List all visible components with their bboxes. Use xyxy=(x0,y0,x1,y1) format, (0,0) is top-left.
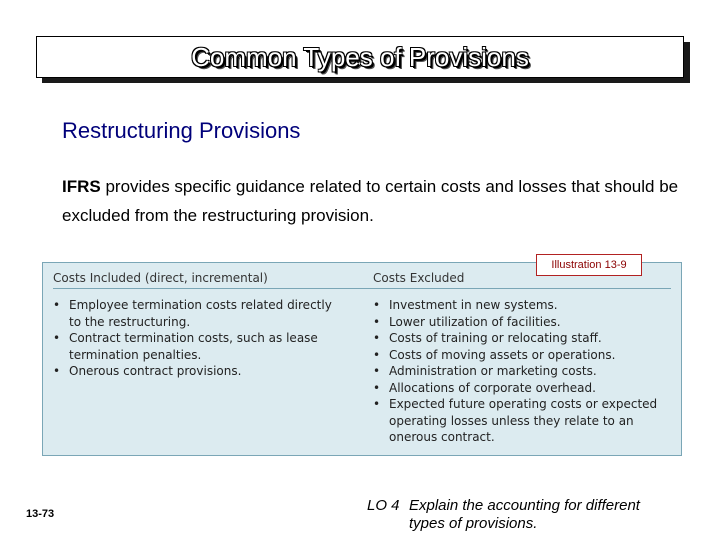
excluded-item: • Costs of training or relocating staff. xyxy=(373,330,673,347)
excluded-item: • Administration or marketing costs. xyxy=(373,363,673,380)
excluded-list xyxy=(373,297,673,446)
lo-line2: types of provisions. xyxy=(409,515,538,532)
included-heading: Costs Included (direct, incremental) xyxy=(53,271,268,285)
intro-paragraph xyxy=(62,172,702,230)
slide-number: 13-73 xyxy=(26,508,55,520)
included-item: • Employee termination costs related directly to the restructuring. xyxy=(53,297,338,330)
learning-objective xyxy=(367,497,697,533)
slide-title: Common Types of Provisions xyxy=(36,36,684,78)
included-item: • Contract termination costs, such as lease termination penalties. xyxy=(53,330,338,363)
included-list xyxy=(53,297,338,380)
excluded-heading: Costs Excluded xyxy=(373,271,465,285)
illustration-label: Illustration 13-9 xyxy=(536,254,642,276)
excluded-item: • Investment in new systems. xyxy=(373,297,673,314)
restructuring-costs-table xyxy=(42,262,682,456)
lo-line1: Explain the accounting for different xyxy=(409,497,640,514)
heading-rule xyxy=(53,288,671,289)
section-subtitle: Restructuring Provisions xyxy=(62,118,301,143)
intro-rest: provides specific guidance related to certain costs and losses that should be excluded from the restructuring provision. xyxy=(62,177,679,225)
excluded-item: • Allocations of corporate overhead. xyxy=(373,380,673,397)
excluded-item: • Lower utilization of facilities. xyxy=(373,314,673,331)
included-item: • Onerous contract provisions. xyxy=(53,363,338,380)
intro-bold-lead: IFRS xyxy=(62,177,101,196)
lo-label: LO 4 xyxy=(367,497,400,514)
excluded-item: • Costs of moving assets or operations. xyxy=(373,347,673,364)
excluded-item: • Expected future operating costs or expected operating losses unless they relate to an onerous contract. xyxy=(373,396,673,446)
